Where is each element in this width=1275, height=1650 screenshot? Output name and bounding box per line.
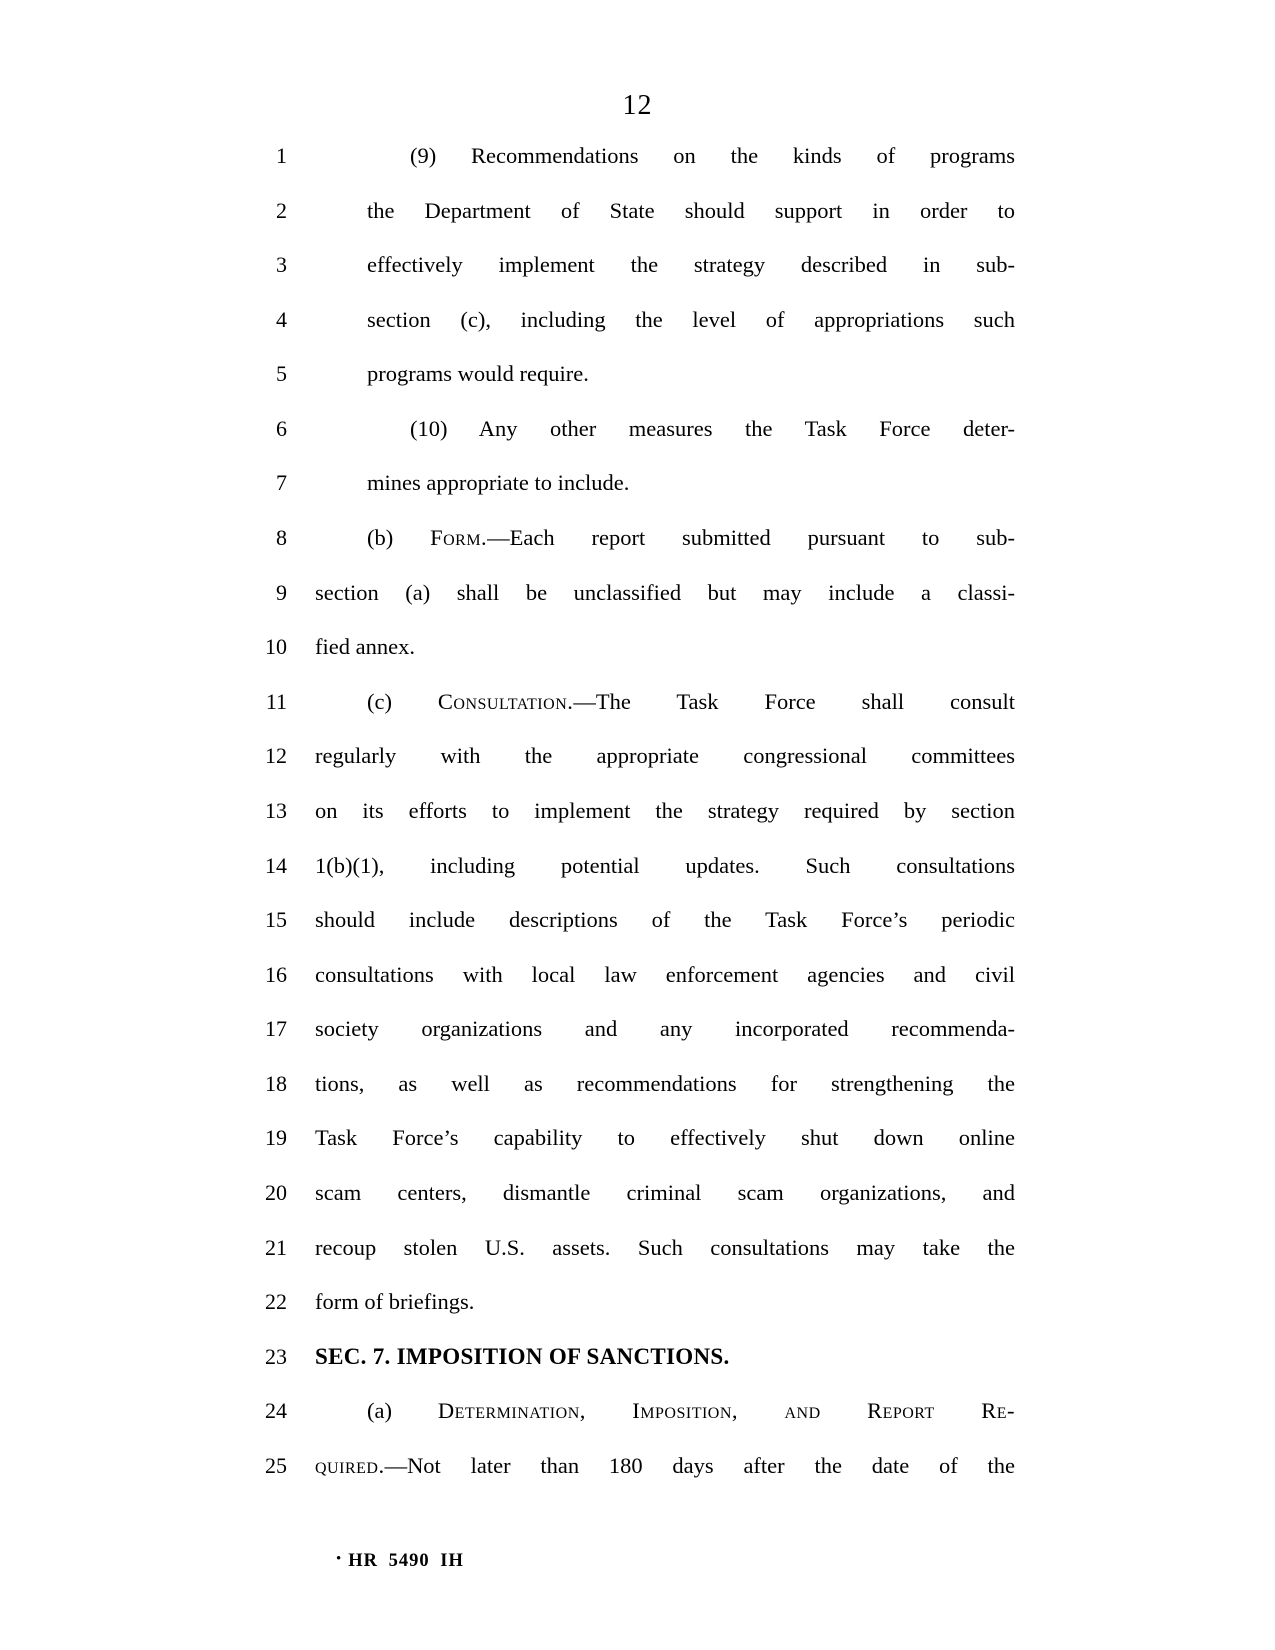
line-text xyxy=(315,305,1015,335)
text-segment: fied annex. xyxy=(315,634,415,660)
small-caps-segment: quired. xyxy=(315,1452,385,1478)
bill-line xyxy=(0,578,1275,612)
text-segment: (c) xyxy=(367,688,438,714)
text-segment: 1(b)(1), including potential updates. Such consultations xyxy=(315,852,1015,878)
bill-line xyxy=(0,960,1275,994)
text-segment: (a) xyxy=(367,1398,438,1424)
line-number: 13 xyxy=(265,797,287,823)
footer-bullet-icon: • xyxy=(336,1551,342,1567)
line-number: 24 xyxy=(265,1398,287,1424)
line-number: 12 xyxy=(265,743,287,769)
line-text xyxy=(315,960,1015,990)
line-text xyxy=(315,1396,1015,1426)
line-number: 20 xyxy=(265,1180,287,1206)
bill-line xyxy=(0,632,1275,666)
line-number: 9 xyxy=(276,579,287,605)
bill-line xyxy=(0,1178,1275,1212)
bill-line xyxy=(0,468,1275,502)
bill-line xyxy=(0,905,1275,939)
text-segment: section (c), including the level of appropriations such xyxy=(367,306,1015,332)
line-number: 3 xyxy=(276,252,287,278)
line-text xyxy=(315,1178,1015,1208)
bill-line xyxy=(0,141,1275,175)
line-text xyxy=(315,632,1015,662)
line-text xyxy=(315,687,1015,717)
line-text xyxy=(315,196,1015,226)
bill-line xyxy=(0,1233,1275,1267)
text-segment: regularly with the appropriate congressional committees xyxy=(315,743,1015,769)
line-text xyxy=(315,796,1015,826)
line-text xyxy=(315,141,1015,171)
line-number: 7 xyxy=(276,470,287,496)
line-number: 21 xyxy=(265,1234,287,1260)
small-caps-segment: Determination, Imposition, and Report Re- xyxy=(437,1398,1015,1424)
bill-line xyxy=(0,1342,1275,1376)
line-text xyxy=(315,741,1015,771)
line-number: 19 xyxy=(265,1125,287,1151)
text-segment: (10) Any other measures the Task Force deter- xyxy=(410,415,1015,441)
bill-line xyxy=(0,1451,1275,1485)
line-number: 4 xyxy=(276,306,287,332)
line-number: 14 xyxy=(265,852,287,878)
line-text xyxy=(315,250,1015,280)
line-text xyxy=(315,523,1015,553)
bill-line xyxy=(0,523,1275,557)
line-number: 23 xyxy=(265,1343,287,1369)
small-caps-segment: Form. xyxy=(430,525,488,551)
text-segment: on its efforts to implement the strategy required by section xyxy=(315,797,1015,823)
text-segment: —The Task Force shall consult xyxy=(573,688,1015,714)
text-segment: section (a) shall be unclassified but may include a classi- xyxy=(315,579,1015,605)
line-number: 6 xyxy=(276,415,287,441)
text-segment: programs would require. xyxy=(367,361,589,387)
bill-line xyxy=(0,1396,1275,1430)
line-number: 2 xyxy=(276,197,287,223)
text-segment: SEC. 7. IMPOSITION OF SANCTIONS. xyxy=(315,1343,730,1369)
line-text xyxy=(315,1069,1015,1099)
text-segment: consultations with local law enforcement agencies and civil xyxy=(315,961,1015,987)
bill-line xyxy=(0,741,1275,775)
text-segment: mines appropriate to include. xyxy=(367,470,630,496)
text-segment: (9) Recommendations on the kinds of programs xyxy=(410,143,1015,168)
line-text xyxy=(315,1342,1015,1372)
line-number: 8 xyxy=(276,525,287,551)
small-caps-segment: Consultation. xyxy=(437,688,574,714)
bill-line xyxy=(0,1069,1275,1103)
text-segment: —Each report submitted pursuant to sub- xyxy=(487,525,1015,551)
line-text xyxy=(315,1014,1015,1044)
bill-line xyxy=(0,851,1275,885)
bill-line xyxy=(0,796,1275,830)
text-segment: (b) xyxy=(367,525,431,551)
text-segment: society organizations and any incorporated recommenda- xyxy=(315,1016,1015,1042)
bill-line xyxy=(0,1123,1275,1157)
page-number: 12 xyxy=(622,90,653,121)
line-number: 15 xyxy=(265,907,287,933)
line-number: 16 xyxy=(265,961,287,987)
bill-line xyxy=(0,250,1275,284)
line-number: 25 xyxy=(265,1452,287,1478)
text-segment: —Not later than 180 days after the date of the xyxy=(384,1452,1015,1478)
text-segment: scam centers, dismantle criminal scam organizations, and xyxy=(315,1180,1015,1206)
footer-bill-id: HR 5490 IH xyxy=(348,1551,464,1571)
text-segment: the Department of State should support in order to xyxy=(367,197,1015,223)
line-text xyxy=(315,1123,1015,1153)
line-number: 22 xyxy=(265,1289,287,1315)
text-segment: recoup stolen U.S. assets. Such consultations may take the xyxy=(315,1234,1015,1260)
line-text xyxy=(315,578,1015,608)
line-number: 18 xyxy=(265,1070,287,1096)
text-segment: Task Force’s capability to effectively shut down online xyxy=(315,1125,1015,1151)
line-text xyxy=(315,1451,1015,1481)
line-text xyxy=(315,1233,1015,1263)
line-text xyxy=(315,1287,1015,1317)
line-text xyxy=(315,468,1015,498)
text-segment: form of briefings. xyxy=(315,1289,475,1315)
line-number: 1 xyxy=(276,143,287,168)
line-number: 10 xyxy=(265,634,287,660)
bill-line xyxy=(0,687,1275,721)
bill-line xyxy=(0,1014,1275,1048)
text-segment: should include descriptions of the Task Force’s periodic xyxy=(315,907,1015,933)
bill-line xyxy=(0,1287,1275,1321)
bill-line xyxy=(0,196,1275,230)
line-text xyxy=(315,359,1015,389)
line-number: 5 xyxy=(276,361,287,387)
line-text xyxy=(315,414,1015,444)
bill-line xyxy=(0,359,1275,393)
line-number: 17 xyxy=(265,1016,287,1042)
text-segment: tions, as well as recommendations for strengthening the xyxy=(315,1070,1015,1096)
bill-line xyxy=(0,414,1275,448)
bill-line xyxy=(0,305,1275,339)
page-footer xyxy=(336,1551,464,1572)
line-text xyxy=(315,905,1015,935)
line-number: 11 xyxy=(265,688,287,714)
line-text xyxy=(315,851,1015,881)
text-segment: effectively implement the strategy described in sub- xyxy=(367,252,1015,278)
